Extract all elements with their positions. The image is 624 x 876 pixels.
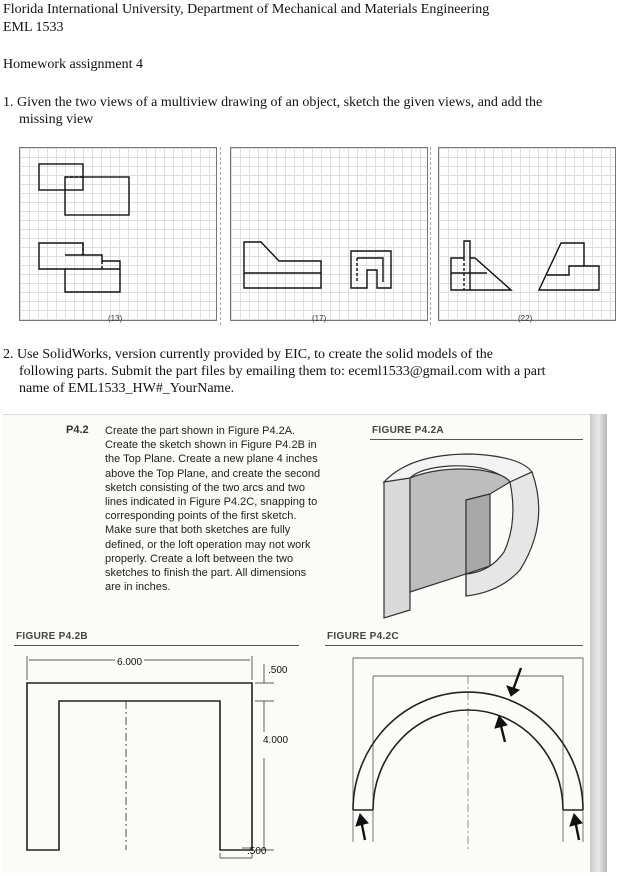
- page-edge: [590, 414, 607, 872]
- question-2-line-3: name of EML1533_HW#_YourName.: [19, 381, 235, 396]
- figure-a-rule: [370, 439, 583, 440]
- figure-b-title: FIGURE P4.2B: [16, 631, 88, 642]
- question-1-line-2: missing view: [19, 112, 94, 127]
- figure-a-title: FIGURE P4.2A: [372, 425, 444, 436]
- multiview-panel-22: [438, 147, 616, 321]
- question-2-line-2: following parts. Submit the part files by emailing them to: eceml1533@gmail.com with a part: [19, 364, 546, 379]
- multiview-drawing-13: [20, 148, 216, 320]
- question-1-line-1: 1. Given the two views of a multiview drawing of an object, sketch the given views, and add the: [3, 95, 543, 110]
- figure-c-arc-sketch: [325, 650, 587, 865]
- dim-width-label: 6.000: [115, 654, 144, 671]
- multiview-panel-17: [230, 147, 428, 321]
- figure-b-rule: [14, 645, 299, 646]
- multiview-drawing-17: [231, 148, 427, 320]
- figure-c-rule: [325, 645, 583, 646]
- assignment-title: Homework assignment 4: [3, 57, 143, 72]
- course-code: EML 1533: [3, 20, 64, 35]
- multiview-drawing-22: [439, 148, 615, 320]
- problem-number: P4.2: [66, 424, 89, 436]
- multiview-panel-13: [19, 147, 217, 321]
- question-2-line-1: 2. Use SolidWorks, version currently provided by EIC, to create the solid models of the: [3, 347, 493, 362]
- figure-c-title: FIGURE P4.2C: [327, 631, 399, 642]
- dim-bottom-label: .500: [247, 846, 267, 857]
- panel-label-17: (17): [312, 314, 327, 323]
- panel-separator: [430, 147, 431, 325]
- dim-top-label: .500: [268, 665, 288, 676]
- institution-line: Florida International University, Department of Mechanical and Materials Engineering: [3, 2, 490, 17]
- problem-text: Create the part shown in Figure P4.2A. Create the sketch shown in Figure P4.2B in the Top Plane. Create a new plane 4 inches above the Top Plane, and create the second sketch consisting of the two arcs and two lines indicated in Figure P4.2C, snapping to corresponding points of the first sketch. Make sure that both sketches are fully defined, or the loft operation may not work properly. Create a loft between the two sketches to finish the part. All dimensions are in inches.: [105, 425, 321, 594]
- figure-b-sketch: [14, 650, 304, 865]
- dim-height-label: 4.000: [263, 735, 289, 746]
- panel-label-22: (22): [518, 314, 533, 323]
- figure-a-isometric-part: [370, 442, 585, 622]
- panel-separator: [220, 147, 221, 325]
- panel-label-13: (13): [108, 314, 123, 323]
